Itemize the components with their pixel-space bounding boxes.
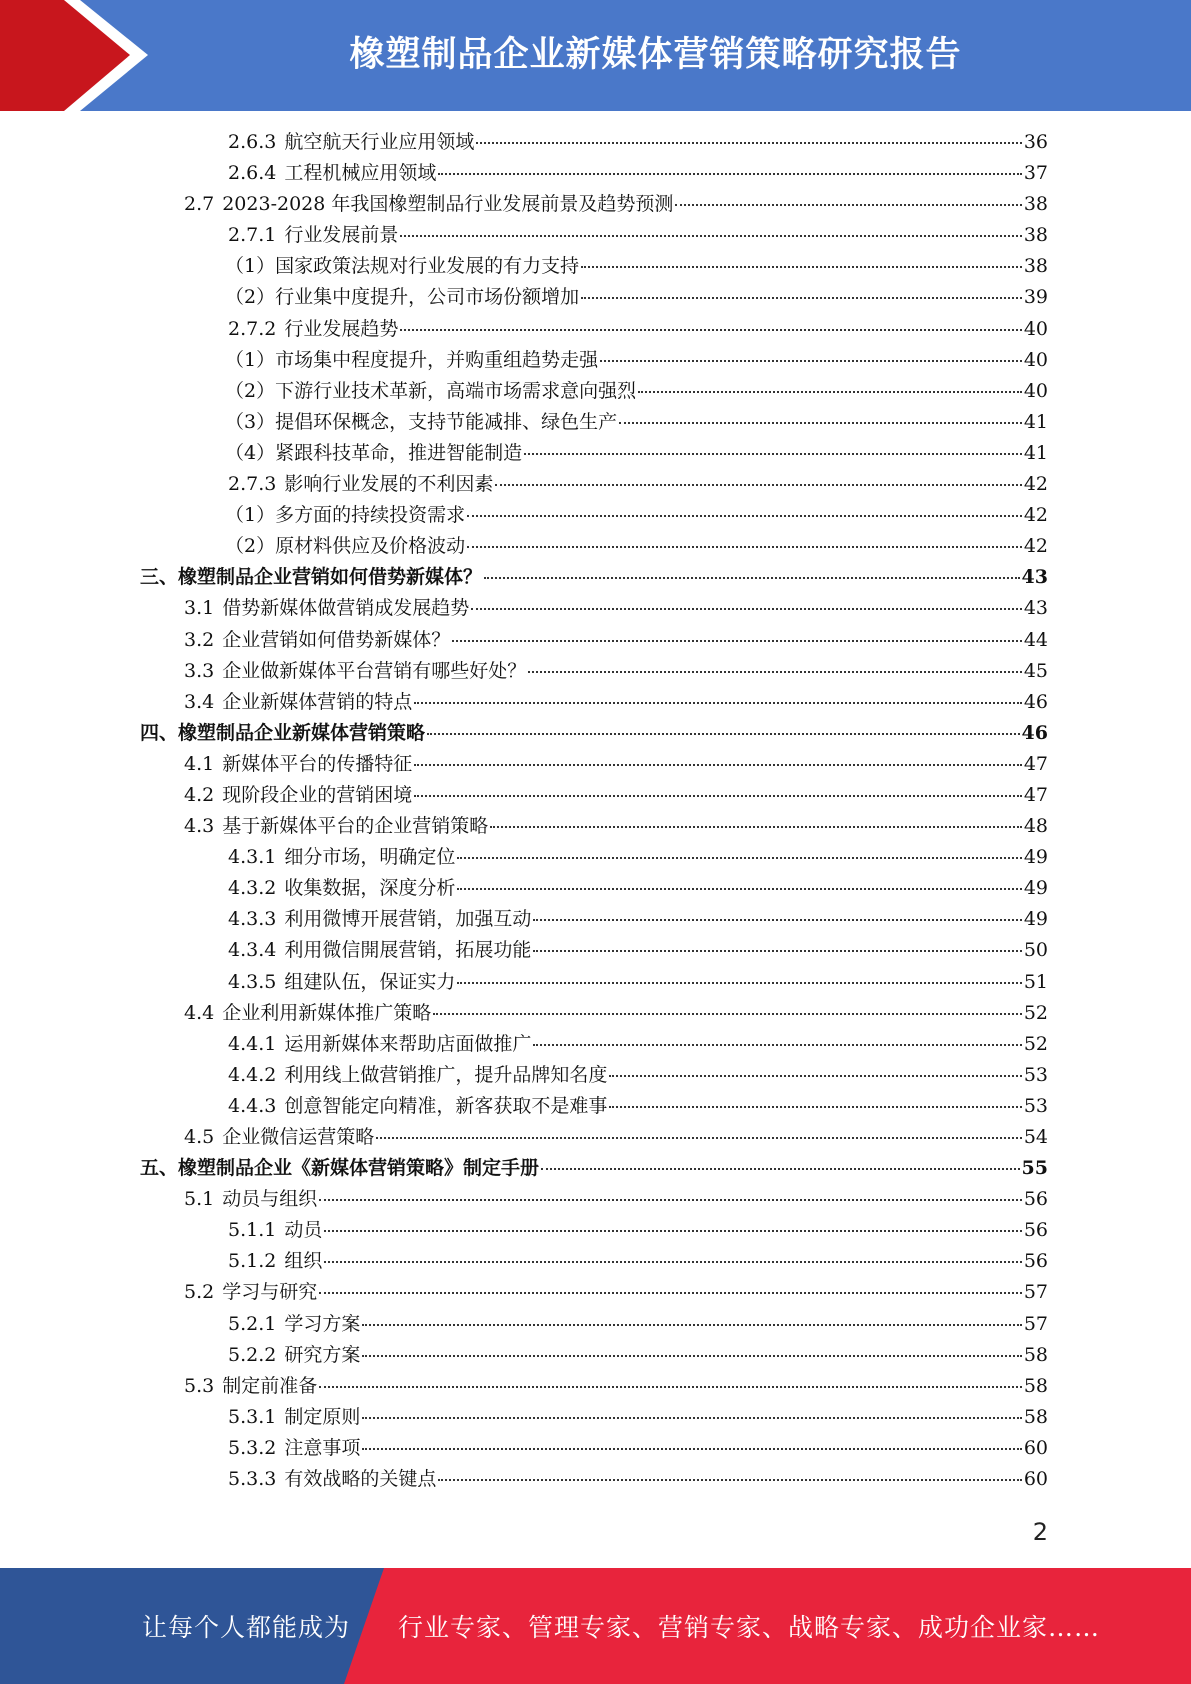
toc-dot-leader xyxy=(400,234,1021,237)
toc-entry-number: 4.3.2 xyxy=(228,877,277,900)
toc-entry-title xyxy=(228,935,531,966)
toc-entry-number: 4.3 xyxy=(184,815,215,838)
toc-entry[interactable] xyxy=(140,345,1048,376)
toc-dot-leader xyxy=(495,483,1021,486)
toc-entry-title xyxy=(184,998,431,1029)
document-title: 橡塑制品企业新媒体营销策略研究报告 xyxy=(349,34,962,75)
toc-dot-leader xyxy=(414,701,1022,704)
toc-entry-label: （1）多方面的持续投资需求 xyxy=(225,504,466,527)
toc-dot-leader xyxy=(600,359,1022,362)
toc-dot-leader xyxy=(414,763,1022,766)
toc-entry-label: 制定原则 xyxy=(284,1405,361,1428)
toc-entry-page: 42 xyxy=(1023,473,1048,496)
toc-entry[interactable] xyxy=(140,1433,1048,1464)
toc-dot-leader xyxy=(609,1074,1021,1077)
toc-entry-page: 46 xyxy=(1021,721,1048,744)
toc-entry[interactable] xyxy=(140,967,1048,998)
toc-entry[interactable] xyxy=(140,376,1048,407)
toc-entry-title xyxy=(184,593,469,624)
toc-entry-number: 5.1.1 xyxy=(228,1219,277,1242)
toc-entry-page: 42 xyxy=(1023,535,1048,558)
toc-entry[interactable] xyxy=(140,189,1048,220)
toc-entry-page: 40 xyxy=(1023,348,1048,371)
toc-entry-title xyxy=(184,1184,317,1215)
toc-entry-label: 企业新媒体营销的特点 xyxy=(222,690,413,713)
toc-entry-title xyxy=(228,1215,322,1246)
toc-entry-page: 60 xyxy=(1023,1468,1048,1491)
toc-entry-label: 运用新媒体来帮助店面做推广 xyxy=(284,1032,532,1055)
toc-entry-label: 学习与研究 xyxy=(222,1281,318,1304)
toc-entry[interactable] xyxy=(140,687,1048,718)
toc-entry-page: 47 xyxy=(1023,783,1048,806)
toc-dot-leader xyxy=(528,670,1022,673)
toc-entry-label: 制定前准备 xyxy=(222,1374,318,1397)
toc-entry-page: 50 xyxy=(1023,939,1048,962)
toc-entry-page: 56 xyxy=(1023,1219,1048,1242)
toc-entry[interactable] xyxy=(140,158,1048,189)
toc-entry-title xyxy=(228,469,493,500)
toc-entry-number: 5.3 xyxy=(184,1374,215,1397)
toc-entry-label: 利用线上做营销推广，提升品牌知名度 xyxy=(284,1063,608,1086)
toc-dot-leader xyxy=(467,514,1022,517)
toc-entry-page: 36 xyxy=(1023,131,1048,153)
toc-entry-number: 2.7.1 xyxy=(228,224,277,247)
toc-entry[interactable] xyxy=(140,873,1048,904)
toc-entry-number: 4.4 xyxy=(184,1001,215,1024)
toc-entry-title xyxy=(225,500,465,531)
toc-entry-title xyxy=(228,1091,607,1122)
toc-entry-label: （3）提倡环保概念，支持节能减排、绿色生产 xyxy=(225,410,618,433)
toc-dot-leader xyxy=(362,1416,1021,1419)
toc-entry-title xyxy=(184,1371,317,1402)
toc-dot-leader xyxy=(319,1198,1022,1201)
toc-entry-label: 三、橡塑制品企业营销如何借势新媒体？ xyxy=(140,566,483,589)
toc-entry-number: 5.1 xyxy=(184,1188,215,1211)
toc-dot-leader xyxy=(476,141,1021,144)
toc-entry-page: 53 xyxy=(1023,1094,1048,1117)
toc-entry-page: 37 xyxy=(1023,162,1048,185)
toc-entry-page: 57 xyxy=(1023,1312,1048,1335)
toc-entry-title xyxy=(184,811,488,842)
toc-entry-title xyxy=(228,1246,322,1277)
toc-entry-page: 41 xyxy=(1023,410,1048,433)
toc-entry-page: 41 xyxy=(1023,441,1048,464)
toc-entry-page: 60 xyxy=(1023,1436,1048,1459)
toc-entry-title xyxy=(228,873,455,904)
toc-dot-leader xyxy=(457,887,1021,890)
toc-dot-leader xyxy=(457,856,1021,859)
toc-entry-number: 3.1 xyxy=(184,597,215,620)
toc-entry[interactable] xyxy=(140,842,1048,873)
toc-entry-number: 5.3.3 xyxy=(228,1468,277,1491)
toc-entry-page: 58 xyxy=(1023,1374,1048,1397)
toc-entry-number: 2.7 xyxy=(184,193,215,216)
toc-entry-number: 2.6.3 xyxy=(228,131,277,153)
toc-entry-label: 有效战略的关键点 xyxy=(284,1468,437,1491)
toc-entry-label: 五、橡塑制品企业《新媒体营销策略》制定手册 xyxy=(140,1157,540,1180)
toc-dot-leader xyxy=(452,639,1022,642)
toc-entry-title xyxy=(228,314,398,345)
toc-entry[interactable] xyxy=(140,1060,1048,1091)
toc-entry-label: 行业发展趋势 xyxy=(284,317,399,340)
toc-entry-page: 40 xyxy=(1023,379,1048,402)
toc-dot-leader xyxy=(638,390,1022,393)
toc-entry-page: 53 xyxy=(1023,1063,1048,1086)
toc-dot-leader xyxy=(490,825,1022,828)
toc-entry-label: 组建队伍，保证实力 xyxy=(284,970,456,993)
toc-dot-leader xyxy=(541,1167,1020,1170)
page-header xyxy=(0,0,1191,111)
toc-entry-title xyxy=(184,687,412,718)
toc-entry-number: 5.3.1 xyxy=(228,1405,277,1428)
toc-dot-leader xyxy=(362,1323,1021,1326)
toc-entry-title xyxy=(225,251,579,282)
toc-entry-title xyxy=(228,904,531,935)
toc-entry[interactable] xyxy=(140,438,1048,469)
toc-entry-page: 43 xyxy=(1021,566,1048,589)
toc-entry-label: （2）行业集中度提升，公司市场份额增加 xyxy=(225,286,580,309)
footer-slogan-right: 行业专家、管理专家、营销专家、战略专家、成功企业家…… xyxy=(398,1613,1101,1642)
toc-entry[interactable] xyxy=(140,1402,1048,1433)
toc-dot-leader xyxy=(524,452,1022,455)
toc-entry-number: 5.2 xyxy=(184,1281,215,1304)
toc-entry[interactable] xyxy=(140,220,1048,251)
toc-entry[interactable] xyxy=(140,998,1048,1029)
toc-entry[interactable] xyxy=(140,593,1048,624)
toc-entry[interactable] xyxy=(140,469,1048,500)
toc-dot-leader xyxy=(319,1385,1022,1388)
toc-entry-number: 3.2 xyxy=(184,628,215,651)
toc-entry-label: 动员与组织 xyxy=(222,1188,318,1211)
toc-entry-page: 44 xyxy=(1023,628,1048,651)
page-footer xyxy=(0,1568,1191,1684)
toc-entry-label: （2）下游行业技术革新，高端市场需求意向强烈 xyxy=(225,379,637,402)
toc-entry[interactable] xyxy=(140,127,1048,158)
toc-entry[interactable] xyxy=(140,251,1048,282)
toc-entry[interactable] xyxy=(140,656,1048,687)
toc-entry-number: 4.3.4 xyxy=(228,939,277,962)
page-number: 2 xyxy=(1032,1518,1048,1546)
toc-dot-leader xyxy=(319,1291,1022,1294)
toc-entry-label: 企业做新媒体平台营销有哪些好处？ xyxy=(222,659,527,682)
toc-entry-title xyxy=(184,189,673,220)
toc-entry-title xyxy=(225,531,465,562)
toc-entry-title xyxy=(228,967,455,998)
toc-entry-page: 43 xyxy=(1023,597,1048,620)
toc-entry-label: 新媒体平台的传播特征 xyxy=(222,752,413,775)
toc-entry-page: 49 xyxy=(1023,846,1048,869)
toc-entry-page: 49 xyxy=(1023,877,1048,900)
toc-entry-label: （4）紧跟科技革命，推进智能制造 xyxy=(225,441,523,464)
toc-entry-label: 现阶段企业的营销困境 xyxy=(222,783,413,806)
footer-slogan-left: 让每个人都能成为 xyxy=(142,1613,351,1642)
toc-entry[interactable] xyxy=(140,749,1048,780)
toc-entry-page: 54 xyxy=(1023,1126,1048,1148)
toc-entry-title xyxy=(228,158,436,189)
toc-entry-page: 57 xyxy=(1023,1281,1048,1304)
toc-entry-title xyxy=(225,345,598,376)
toc-entry-title xyxy=(184,780,412,811)
toc-entry-label: 学习方案 xyxy=(284,1312,361,1335)
toc-entry-label: （1）市场集中程度提升，并购重组趋势走强 xyxy=(225,348,599,371)
toc-dot-leader xyxy=(533,949,1021,952)
toc-entry-title xyxy=(228,1340,360,1371)
toc-entry[interactable] xyxy=(140,1309,1048,1340)
toc-entry-label: 创意智能定向精准，新客获取不是难事 xyxy=(284,1094,608,1117)
toc-entry-page: 39 xyxy=(1023,286,1048,309)
toc-entry-label: 影响行业发展的不利因素 xyxy=(284,473,494,496)
toc-entry[interactable] xyxy=(140,935,1048,966)
toc-entry[interactable] xyxy=(140,314,1048,345)
toc-entry-title xyxy=(228,842,455,873)
toc-dot-leader xyxy=(581,296,1022,299)
toc-entry[interactable] xyxy=(140,1184,1048,1215)
toc-entry-page: 52 xyxy=(1023,1032,1048,1055)
toc-entry[interactable] xyxy=(140,904,1048,935)
toc-entry-page: 55 xyxy=(1021,1157,1048,1180)
toc-dot-leader xyxy=(324,1229,1021,1232)
toc-entry[interactable] xyxy=(140,1122,1048,1153)
toc-entry-label: 借势新媒体做营销成发展趋势 xyxy=(222,597,470,620)
toc-entry-title xyxy=(228,1060,607,1091)
toc-dot-leader xyxy=(433,1012,1022,1015)
toc-dot-leader xyxy=(376,1136,1022,1139)
toc-entry-label: 工程机械应用领域 xyxy=(284,162,437,185)
toc-dot-leader xyxy=(400,328,1021,331)
toc-entry-number: 4.3.3 xyxy=(228,908,277,931)
toc-dot-leader xyxy=(471,607,1022,610)
toc-entry[interactable] xyxy=(140,1091,1048,1122)
toc-dot-leader xyxy=(362,1354,1021,1357)
toc-entry-page: 47 xyxy=(1023,752,1048,775)
toc-dot-leader xyxy=(533,1043,1021,1046)
toc-entry-page: 48 xyxy=(1023,815,1048,838)
toc-dot-leader xyxy=(414,794,1022,797)
toc-entry-number: 4.5 xyxy=(184,1126,215,1148)
toc-entry-page: 38 xyxy=(1023,193,1048,216)
toc-entry-title xyxy=(228,1433,360,1464)
toc-entry-title xyxy=(184,656,526,687)
toc-dot-leader xyxy=(609,1105,1021,1108)
toc-entry-number: 5.2.2 xyxy=(228,1343,277,1366)
toc-entry-label: 组织 xyxy=(284,1250,323,1273)
toc-entry[interactable] xyxy=(140,1371,1048,1402)
toc-entry-label: 利用微博开展营销，加强互动 xyxy=(284,908,532,931)
toc-entry-number: 4.1 xyxy=(184,752,215,775)
toc-entry[interactable] xyxy=(140,500,1048,531)
toc-entry-label: 2023-2028 年我国橡塑制品行业发展前景及趋势预测 xyxy=(222,193,674,216)
toc-dot-leader xyxy=(533,918,1021,921)
toc-dot-leader xyxy=(362,1447,1021,1450)
toc-entry-page: 42 xyxy=(1023,504,1048,527)
toc-entry[interactable] xyxy=(140,1277,1048,1308)
toc-entry-number: 2.7.2 xyxy=(228,317,277,340)
toc-entry[interactable] xyxy=(140,780,1048,811)
toc-entry-label: 四、橡塑制品企业新媒体营销策略 xyxy=(140,721,426,744)
toc-entry-label: 动员 xyxy=(284,1219,323,1242)
toc-entry-label: 利用微信開展营销，拓展功能 xyxy=(284,939,532,962)
toc-dot-leader xyxy=(324,1260,1021,1263)
toc-entry-number: 4.3.1 xyxy=(228,846,277,869)
toc-entry[interactable] xyxy=(140,625,1048,656)
toc-entry-number: 2.7.3 xyxy=(228,473,277,496)
toc-entry-page: 51 xyxy=(1023,970,1048,993)
toc-dot-leader xyxy=(467,545,1022,548)
toc-entry[interactable] xyxy=(140,718,1048,749)
toc-entry-number: 4.2 xyxy=(184,783,215,806)
toc-entry-title xyxy=(225,282,579,313)
toc-entry-title xyxy=(184,749,412,780)
toc-entry[interactable] xyxy=(140,407,1048,438)
toc-entry-label: 收集数据，深度分析 xyxy=(284,877,456,900)
toc-entry[interactable] xyxy=(140,1153,1048,1184)
toc-entry-title xyxy=(184,625,450,656)
toc-entry[interactable] xyxy=(140,562,1048,593)
toc-entry-number: 5.2.1 xyxy=(228,1312,277,1335)
toc-entry-title xyxy=(225,376,636,407)
toc-entry[interactable] xyxy=(140,1246,1048,1277)
toc-entry-number: 2.6.4 xyxy=(228,162,277,185)
toc-entry-number: 4.4.2 xyxy=(228,1063,277,1086)
toc-dot-leader xyxy=(457,981,1021,984)
toc-dot-leader xyxy=(438,172,1021,175)
toc-entry-number: 4.3.5 xyxy=(228,970,277,993)
toc-entry-title xyxy=(228,220,398,251)
toc-entry-title xyxy=(225,407,617,438)
toc-entry-number: 5.3.2 xyxy=(228,1436,277,1459)
toc-entry-page: 52 xyxy=(1023,1001,1048,1024)
toc-entry-label: 企业营销如何借势新媒体？ xyxy=(222,628,451,651)
toc-entry-label: （1）国家政策法规对行业发展的有力支持 xyxy=(225,255,580,278)
toc-dot-leader xyxy=(675,203,1021,206)
toc-entry-title xyxy=(140,718,425,749)
toc-entry[interactable] xyxy=(140,531,1048,562)
toc-entry-page: 58 xyxy=(1023,1405,1048,1428)
toc-entry-label: 行业发展前景 xyxy=(284,224,399,247)
toc-entry-number: 4.4.1 xyxy=(228,1032,277,1055)
toc-entry-number: 3.4 xyxy=(184,690,215,713)
toc-entry-title xyxy=(184,1277,317,1308)
toc-dot-leader xyxy=(484,576,1020,579)
toc-dot-leader xyxy=(581,265,1022,268)
toc-dot-leader xyxy=(438,1478,1021,1481)
toc-entry[interactable] xyxy=(140,811,1048,842)
toc-dot-leader xyxy=(427,732,1020,735)
toc-entry-title xyxy=(228,1309,360,1340)
toc-dot-leader xyxy=(619,421,1022,424)
toc-entry-title xyxy=(140,1153,539,1184)
toc-entry-page: 40 xyxy=(1023,317,1048,340)
toc-entry-label: 企业利用新媒体推广策略 xyxy=(222,1001,432,1024)
toc-entry-label: （2）原材料供应及价格波动 xyxy=(225,535,466,558)
toc-entry-page: 56 xyxy=(1023,1250,1048,1273)
toc-entry-label: 细分市场，明确定位 xyxy=(284,846,456,869)
toc-entry-number: 3.3 xyxy=(184,659,215,682)
table-of-contents xyxy=(140,127,1048,1495)
toc-entry-label: 企业微信运营策略 xyxy=(222,1126,375,1148)
toc-entry-page: 38 xyxy=(1023,224,1048,247)
toc-entry-page: 38 xyxy=(1023,255,1048,278)
toc-entry-title xyxy=(228,1402,360,1433)
toc-entry-title xyxy=(184,1122,374,1153)
toc-entry-label: 航空航天行业应用领域 xyxy=(284,131,475,153)
toc-entry-title xyxy=(225,438,522,469)
toc-entry-number: 5.1.2 xyxy=(228,1250,277,1273)
toc-entry-page: 45 xyxy=(1023,659,1048,682)
toc-entry-title xyxy=(228,127,474,158)
toc-entry-label: 注意事项 xyxy=(284,1436,361,1459)
toc-entry-label: 研究方案 xyxy=(284,1343,361,1366)
toc-entry-title xyxy=(228,1464,436,1495)
toc-entry[interactable] xyxy=(140,1215,1048,1246)
toc-entry-title xyxy=(228,1029,531,1060)
toc-entry-title xyxy=(140,562,482,593)
toc-entry-page: 46 xyxy=(1023,690,1048,713)
toc-entry-label: 基于新媒体平台的企业营销策略 xyxy=(222,815,489,838)
toc-entry-number: 4.4.3 xyxy=(228,1094,277,1117)
toc-entry[interactable] xyxy=(140,1340,1048,1371)
toc-entry-page: 58 xyxy=(1023,1343,1048,1366)
toc-entry[interactable] xyxy=(140,282,1048,313)
toc-entry-page: 56 xyxy=(1023,1188,1048,1211)
toc-entry[interactable] xyxy=(140,1029,1048,1060)
toc-entry[interactable] xyxy=(140,1464,1048,1495)
toc-entry-page: 49 xyxy=(1023,908,1048,931)
